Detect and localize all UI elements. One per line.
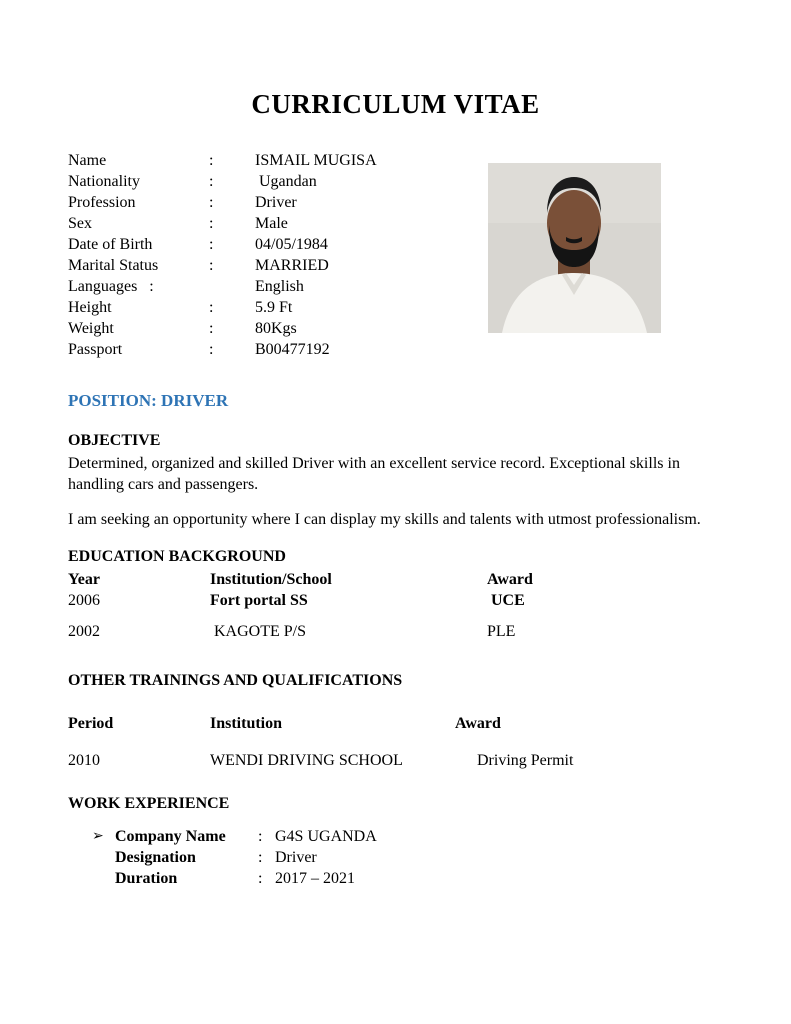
objective-paragraph-1: Determined, organized and skilled Driver with an excellent service record. Exceptional skills in handling cars and passengers. (68, 455, 680, 493)
work-experience-value: G4S UGANDA (275, 828, 377, 845)
education-header-row (68, 569, 723, 590)
work-experience-designation-row (92, 847, 723, 868)
education-heading: EDUCATION BACKGROUND (68, 548, 286, 565)
education-column-institution: Institution/School (210, 571, 332, 588)
info-colon: : (209, 320, 214, 337)
portrait-placeholder-image (488, 163, 661, 333)
info-label: Passport (68, 341, 123, 358)
trainings-column-period: Period (68, 715, 114, 732)
info-label: Name (68, 152, 107, 169)
work-experience-duration-row (92, 868, 723, 889)
info-row-weight (68, 318, 498, 339)
info-label: Marital Status (68, 257, 159, 274)
trainings-institution: WENDI DRIVING SCHOOL (210, 752, 403, 769)
work-experience-label: Designation (115, 849, 196, 866)
info-colon: : (209, 152, 214, 169)
work-experience-colon: : (258, 870, 263, 887)
info-row-passport (68, 339, 498, 360)
page-title: CURRICULUM VITAE (251, 89, 540, 119)
info-value: Driver (255, 194, 297, 211)
work-experience-value: Driver (275, 849, 317, 866)
info-colon: : (209, 194, 214, 211)
info-row-profession (68, 192, 498, 213)
work-experience-colon: : (258, 849, 263, 866)
trainings-heading: OTHER TRAININGS AND QUALIFICATIONS (68, 672, 403, 689)
work-experience-company-row (92, 826, 723, 847)
bullet-spacer (92, 847, 115, 868)
passport-photo (488, 163, 661, 333)
education-table (68, 569, 723, 642)
bullet-spacer (92, 868, 115, 889)
info-row-languages (68, 276, 498, 297)
education-year: 2002 (68, 623, 100, 640)
info-colon: : (209, 215, 214, 232)
trainings-header-row (68, 713, 723, 734)
work-experience-label: Duration (115, 870, 178, 887)
education-column-award: Award (487, 571, 533, 588)
education-column-year: Year (68, 571, 100, 588)
info-value: 5.9 Ft (255, 299, 293, 316)
education-award: UCE (487, 592, 525, 609)
personal-info (68, 150, 498, 360)
info-colon: : (209, 173, 214, 190)
info-colon: : (209, 236, 214, 253)
work-experience-entry (68, 826, 723, 889)
info-label: Languages : (68, 278, 154, 295)
info-row-nationality (68, 171, 498, 192)
info-row-name (68, 150, 498, 171)
info-value: MARRIED (255, 257, 329, 274)
info-label: Weight (68, 320, 114, 337)
education-award: PLE (487, 623, 516, 640)
work-experience-value: 2017 – 2021 (275, 870, 355, 887)
info-value: Male (255, 215, 288, 232)
info-value: English (255, 278, 304, 295)
info-row-marital-status (68, 255, 498, 276)
work-experience-colon: : (258, 828, 263, 845)
info-label: Profession (68, 194, 136, 211)
position-heading: POSITION: DRIVER (68, 391, 229, 410)
trainings-award: Driving Permit (477, 752, 574, 769)
info-colon: : (209, 341, 214, 358)
info-value: B00477192 (255, 341, 330, 358)
trainings-table (68, 713, 723, 771)
info-value: ISMAIL MUGISA (255, 152, 377, 169)
info-colon (209, 276, 255, 297)
work-experience-label: Company Name (115, 828, 226, 845)
info-colon: : (209, 299, 214, 316)
education-row-2006 (68, 590, 723, 611)
info-colon: : (209, 257, 214, 274)
info-label: Sex (68, 215, 92, 232)
education-year: 2006 (68, 592, 100, 609)
info-row-sex (68, 213, 498, 234)
work-experience-heading: WORK EXPERIENCE (68, 795, 230, 812)
info-value: Ugandan (255, 173, 317, 190)
info-label: Nationality (68, 173, 140, 190)
trainings-column-institution: Institution (210, 715, 283, 732)
info-value: 04/05/1984 (255, 236, 328, 253)
trainings-row-2010 (68, 750, 723, 771)
education-institution: KAGOTE P/S (210, 623, 307, 640)
info-label: Date of Birth (68, 236, 153, 253)
trainings-column-award: Award (455, 715, 501, 732)
education-institution: Fort portal SS (210, 592, 308, 609)
info-row-date-of-birth (68, 234, 498, 255)
info-label: Height (68, 299, 112, 316)
info-row-height (68, 297, 498, 318)
education-row-2002 (68, 621, 723, 642)
objective-heading: OBJECTIVE (68, 432, 161, 449)
arrow-bullet-icon: ➢ (92, 829, 104, 844)
trainings-period: 2010 (68, 752, 100, 769)
info-value: 80Kgs (255, 320, 297, 337)
objective-paragraph-2: I am seeking an opportunity where I can display my skills and talents with utmost professionalism. (68, 511, 701, 528)
